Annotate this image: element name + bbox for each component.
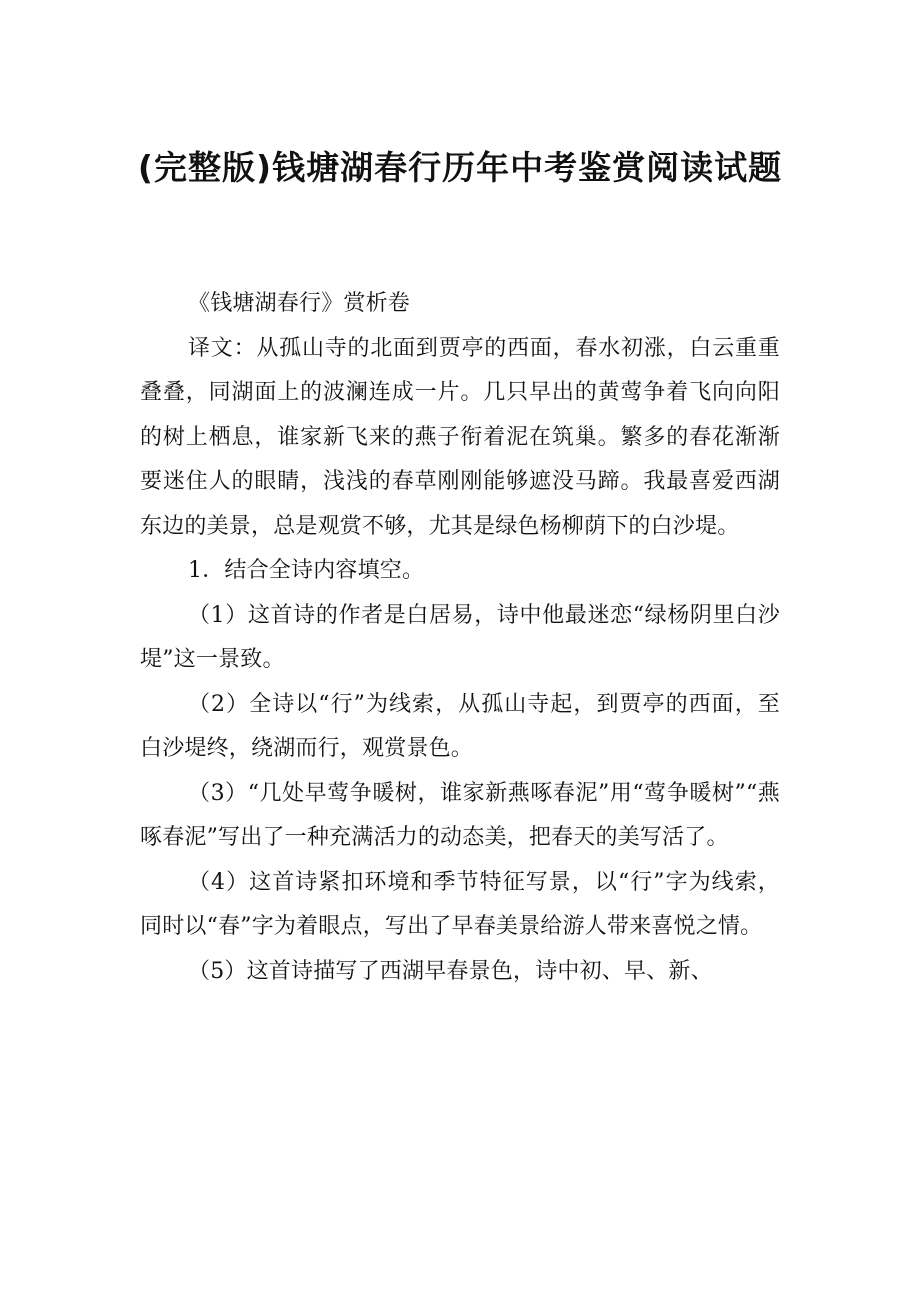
translation-paragraph: 译文：从孤山寺的北面到贾亭的西面，春水初涨，白云重重叠叠，同湖面上的波澜连成一片。几只早出的黄莺争着飞向向阳的树上栖息，谁家新飞来的燕子衔着泥在筑巢。繁多的春花渐渐要迷住人的眼睛，浅浅的春草刚刚能够遮没马蹄。我最喜爱西湖东边的美景，总是观赏不够，尤其是绿色杨柳荫下的白沙堤。 <box>140 335 780 539</box>
question-1-item-3: （3）“几处早莺争暖树，谁家新燕啄春泥”用“莺争暖树”“燕啄春泥”写出了一种充满活力的动态美，把春天的美写活了。 <box>140 780 780 850</box>
document-title: (完整版)钱塘湖春行历年中考鉴赏阅读试题 <box>137 148 783 187</box>
section-heading: 《钱塘湖春行》赏析卷 <box>188 291 411 316</box>
question-1-item-1: （1）这首诗的作者是白居易，诗中他最迷恋“绿杨阴里白沙堤”这一景致。 <box>140 602 780 672</box>
question-1-item-5: （5）这首诗描写了西湖早春景色，诗中初、早、新、 <box>188 958 713 984</box>
question-1-item-4: （4）这首诗紧扣环境和季节特征写景，以“行”字为线索，同时以“春”字为着眼点，写出了早春美景给游人带来喜悦之情。 <box>140 869 780 939</box>
question-1-item-2: （2）全诗以“行”为线索，从孤山寺起，到贾亭的西面，至白沙堤终，绕湖而行，观赏景色。 <box>140 691 780 761</box>
document-body <box>140 282 780 994</box>
question-1: 1．结合全诗内容填空。 <box>188 558 425 583</box>
